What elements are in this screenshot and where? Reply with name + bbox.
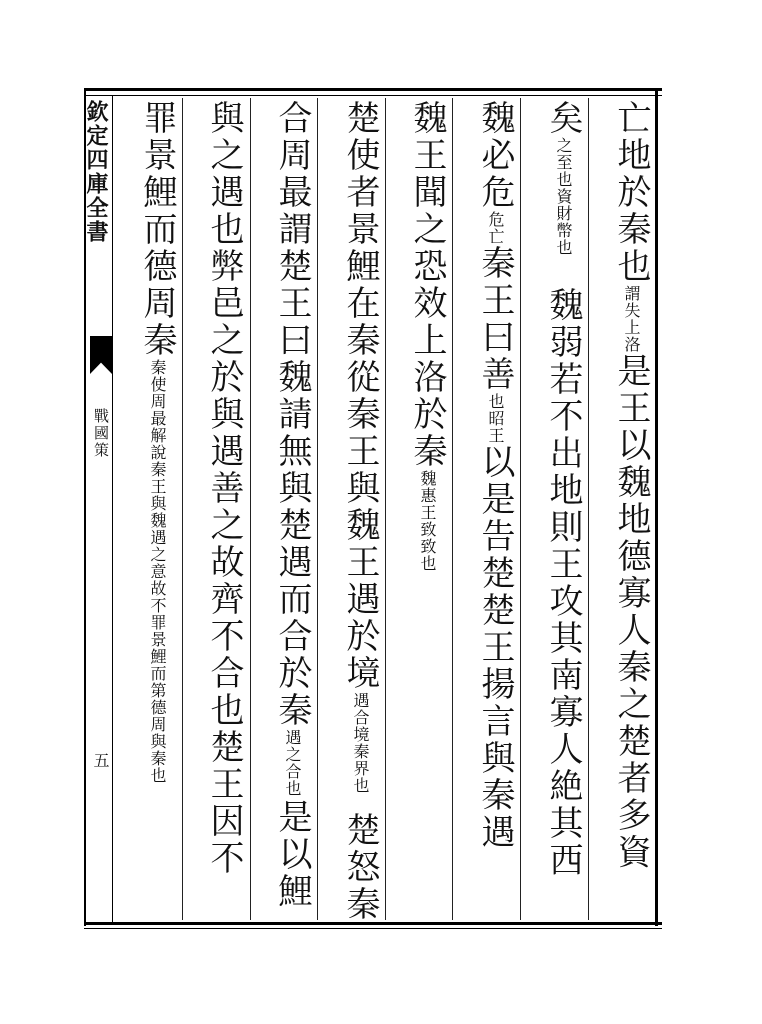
text-column-8 xyxy=(120,100,176,915)
commentary-note: 謂失上洛 xyxy=(622,285,641,353)
commentary-note: 也昭王 xyxy=(486,393,505,444)
column-separator xyxy=(588,98,589,920)
text-column-1 xyxy=(598,100,650,915)
column-separator xyxy=(385,98,386,920)
main-text: 合周最謂楚王曰魏請無與楚遇而合於秦 xyxy=(272,100,312,729)
text-column-3 xyxy=(462,100,514,915)
main-text: 魏必危 xyxy=(475,100,515,211)
frame-right-rule xyxy=(655,88,658,926)
margin-book-title: 戰國策 xyxy=(92,408,110,459)
commentary-note: 危亡 xyxy=(486,211,505,245)
main-text: 魏弱若不出地則王攻其南寡人絶其西 xyxy=(543,287,583,879)
commentary-note: 之至也資財幣也 xyxy=(554,137,573,256)
commentary-note: 遇之合也 xyxy=(283,729,302,797)
main-text: 罪景鯉而德周秦 xyxy=(137,100,177,359)
column-separator xyxy=(520,98,521,920)
main-text: 是王以魏地德寡人秦之楚者多資 xyxy=(611,353,651,871)
main-text: 魏王聞之恐效上洛於秦 xyxy=(407,100,447,470)
margin-page-number: 五 xyxy=(91,752,110,768)
main-text: 楚使者景鯉在秦從秦王與魏王遇於境 xyxy=(340,100,380,692)
column-separator xyxy=(317,98,318,920)
fishtail-mark xyxy=(90,336,112,374)
frame-bottom-inner-rule xyxy=(84,928,662,929)
main-text: 亡地於秦也 xyxy=(611,100,651,285)
main-text: 以是告楚楚王揚言與秦遇 xyxy=(475,444,515,851)
main-text: 秦王曰善 xyxy=(475,245,515,393)
text-column-4 xyxy=(394,100,446,915)
column-separator xyxy=(182,98,183,920)
text-column-5 xyxy=(327,100,380,923)
text-column-6 xyxy=(259,100,311,915)
main-text: 矣 xyxy=(543,100,583,137)
commentary-note: 魏惠王致致也 xyxy=(418,470,437,572)
frame-top-rule xyxy=(84,88,662,91)
margin-divider-rule xyxy=(112,96,113,922)
main-text: 與之遇也弊邑之於與遇善之故齊不合也楚王因不 xyxy=(204,100,244,877)
commentary-note: 秦使周最解說秦王與魏遇之意故不罪景鯉而第德周與秦也 xyxy=(148,359,167,784)
frame-top-inner-rule xyxy=(84,95,662,96)
text-column-7 xyxy=(191,100,243,915)
margin-collection-title: 欽定四庫全書 xyxy=(83,100,109,244)
main-text: 是以鯉 xyxy=(272,799,312,910)
column-separator xyxy=(250,98,251,920)
column-separator xyxy=(452,98,453,920)
text-column-2 xyxy=(530,100,582,915)
commentary-note: 遇合境秦界也 xyxy=(351,692,370,794)
main-text: 楚怒秦 xyxy=(340,812,380,923)
